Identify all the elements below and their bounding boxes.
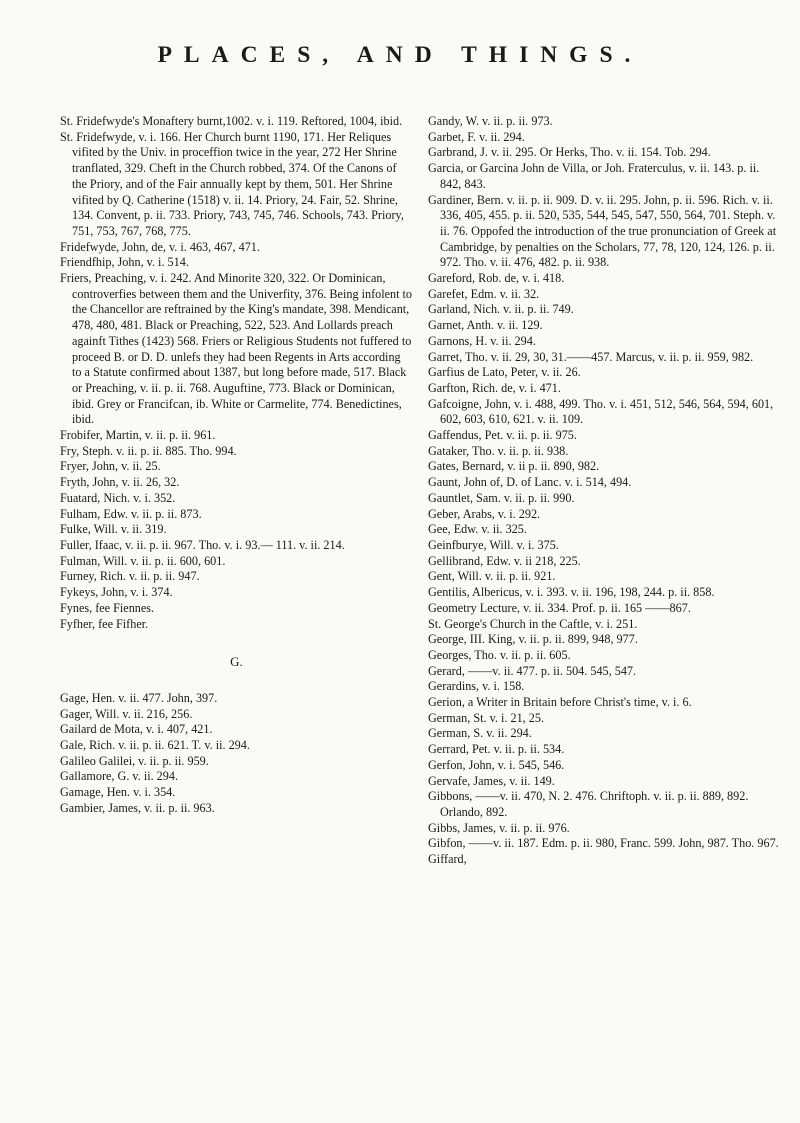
index-entry: St. Fridefwyde, v. i. 166. Her Church burnt 1190, 171. Her Reliques vifited by the Univ. in proceffion twice in the year, 272 Her Shrine tranflated, 329. Cheft in the Church robbed, 374. Of the Canons of the Priory, and of the Fair annually kept by them, 501. Her Shrine vifited by Q. Catherine (1518) v. ii. 14. Priory, 24. Fair, 52. Shrine, 134. Convent, p. ii. 733. Priory, 743, 745, 746. Schools, 743. Priory, 751, 753, 767, 768, 775. <box>60 129 404 238</box>
index-entry: Fynes, fee Fiennes. <box>60 600 155 615</box>
index-entry: Gibbons, ——v. ii. 470, N. 2. 476. Chriftoph. v. ii. p. ii. 889, 892. Orlando, 892. <box>428 789 749 819</box>
index-entry: Gerfon, John, v. i. 545, 546. <box>428 757 565 772</box>
index-entry: Gerrard, Pet. v. ii. p. ii. 534. <box>428 742 565 757</box>
index-entry: Gervafe, James, v. ii. 149. <box>428 773 555 788</box>
left-column <box>60 114 413 817</box>
index-entry: Garret, Tho. v. ii. 29, 30, 31.——457. Marcus, v. ii. p. ii. 959, 982. <box>428 349 754 364</box>
index-entry: Fyfher, fee Fifher. <box>60 616 149 631</box>
index-entry: Gellibrand, Edw. v. ii 218, 225. <box>428 553 581 568</box>
index-entry: Gates, Bernard, v. ii p. ii. 890, 982. <box>428 459 600 474</box>
index-entry: Garefet, Edm. v. ii. 32. <box>428 286 540 301</box>
index-entry: Geometry Lecture, v. ii. 334. Prof. p. ii. 165 ——867. <box>428 600 691 615</box>
g-entries <box>60 691 413 817</box>
index-entry: Frobifer, Martin, v. ii. p. ii. 961. <box>60 428 216 443</box>
index-entry: Gibbs, James, v. ii. p. ii. 976. <box>428 820 570 835</box>
index-entry: Garbrand, J. v. ii. 295. Or Herks, Tho. v. ii. 154. Tob. 294. <box>428 145 711 160</box>
index-entry: Fry, Steph. v. ii. p. ii. 885. Tho. 994. <box>60 443 237 458</box>
index-entry: Fridefwyde, John, de, v. i. 463, 467, 471. <box>60 239 260 254</box>
index-entry: Geber, Arabs, v. i. 292. <box>428 506 541 521</box>
index-entry: Gafcoigne, John, v. i. 488, 499. Tho. v. i. 451, 512, 546, 564, 594, 601, 602, 603, 610, 621. v. ii. 109. <box>428 396 774 427</box>
index-entry: Gager, Will. v. ii. 216, 256. <box>60 706 193 721</box>
index-entry: Gerion, a Writer in Britain before Christ's time, v. i. 6. <box>428 695 692 710</box>
index-entry: Garland, Nich. v. ii. p. ii. 749. <box>428 302 574 317</box>
right-entries <box>428 114 783 868</box>
index-entry: Geinfburye, Will. v. i. 375. <box>428 537 559 552</box>
index-entry: Friendfhip, John, v. i. 514. <box>60 255 189 270</box>
index-entry: Gage, Hen. v. ii. 477. John, 397. <box>60 690 218 705</box>
index-entry: Gentilis, Albericus, v. i. 393. v. ii. 196, 198, 244. p. ii. 858. <box>428 585 715 600</box>
index-entry: Garfius de Lato, Peter, v. ii. 26. <box>428 365 581 380</box>
index-entry: Gailard de Mota, v. i. 407, 421. <box>60 722 213 737</box>
index-entry: Gandy, W. v. ii. p. ii. 973. <box>428 114 553 128</box>
index-entry: German, St. v. i. 21, 25. <box>428 710 544 725</box>
index-entry: Gibfon, ——v. ii. 187. Edm. p. ii. 980, Franc. 599. John, 987. Tho. 967. <box>428 836 779 851</box>
right-column <box>428 114 783 868</box>
index-entry: Gambier, James, v. ii. p. ii. 963. <box>60 800 215 815</box>
index-entry: Garnons, H. v. ii. 294. <box>428 333 536 348</box>
index-entry: George, III. King, v. ii. p. ii. 899, 948, 977. <box>428 632 638 647</box>
index-entry: Gamage, Hen. v. i. 354. <box>60 785 176 800</box>
page-header: PLACES, AND THINGS. <box>157 42 643 68</box>
index-entry: Gale, Rich. v. ii. p. ii. 621. T. v. ii. 294. <box>60 738 250 753</box>
index-entry: Gent, Will. v. ii. p. ii. 921. <box>428 569 556 584</box>
index-entry: Gataker, Tho. v. ii. p. ii. 938. <box>428 443 569 458</box>
index-entry: Fryth, John, v. ii. 26, 32. <box>60 475 180 490</box>
index-entry: St. George's Church in the Caftle, v. i. 251. <box>428 616 638 631</box>
index-entry: Fuller, Ifaac, v. ii. p. ii. 967. Tho. v. i. 93.— 111. v. ii. 214. <box>60 537 345 552</box>
left-entries <box>60 114 413 632</box>
index-entry: Gaunt, John of, D. of Lanc. v. i. 514, 494. <box>428 475 632 490</box>
index-entry: Gerard, ——v. ii. 477. p. ii. 504. 545, 547. <box>428 663 637 678</box>
index-entry: Giffard, <box>428 852 467 867</box>
index-entry: Friers, Preaching, v. i. 242. And Minorite 320, 322. Or Dominican, controverfies between them and the Univerfity, 376. Being infolent to the Chancellor are reftrained by the King's mandate, 398. Mendicant, 478, 480, 481. Black or Preaching, 522, 523. And Lollards preach againft Tithes (1423) 568. Friers or Religious Students not fuffered to proceed B. or D. D. unlefs they had been Regents in Arts according to a Statute confirmed about 1387, but long before made, 517. Black or Preaching, v. ii. p. ii. 768. Auguftine, 773. Black or Dominican, ibid. Grey or Francifcan, ib. White or Carmelite, 774. Benedictines, ibid. <box>60 271 413 427</box>
index-entry: Fulham, Edw. v. ii. p. ii. 873. <box>60 506 202 521</box>
index-entry: Fuatard, Nich. v. i. 352. <box>60 490 176 505</box>
index-entry: Gerardins, v. i. 158. <box>428 679 525 694</box>
index-entry: Gallamore, G. v. ii. 294. <box>60 769 179 784</box>
index-entry: Garcia, or Garcina John de Villa, or Joh. Fraterculus, v. ii. 143. p. ii. 842, 843. <box>428 161 760 191</box>
index-entry: Fykeys, John, v. i. 374. <box>60 585 173 600</box>
index-entry: Gareford, Rob. de, v. i. 418. <box>428 271 565 286</box>
index-entry: Gardiner, Bern. v. ii. p. ii. 909. D. v. ii. 295. John, p. ii. 596. Rich. v. ii. 336, 405, 455. p. ii. 520, 535, 544, 545, 547, 550, 564, 701. Steph. v. ii. 76. Oppofed the introduction of the true pronunciation of Greek at Cambridge, by penalties on the Scholars, 77, 78, 120, 124, 126. p. ii. 972. Tho. v. ii. 476, 482. p. ii. 938. <box>428 192 777 270</box>
index-entry: Gee, Edw. v. ii. 325. <box>428 522 527 537</box>
index-entry: Garfton, Rich. de, v. i. 471. <box>428 380 561 395</box>
index-entry: Garnet, Anth. v. ii. 129. <box>428 318 543 333</box>
index-entry: Fryer, John, v. ii. 25. <box>60 459 161 474</box>
index-entry: Garbet, F. v. ii. 294. <box>428 129 525 144</box>
index-entry: German, S. v. ii. 294. <box>428 726 532 741</box>
index-entry: Gauntlet, Sam. v. ii. p. ii. 990. <box>428 490 575 505</box>
section-letter: G. <box>230 654 243 670</box>
index-entry: Georges, Tho. v. ii. p. ii. 605. <box>428 647 571 662</box>
index-entry: Gaffendus, Pet. v. ii. p. ii. 975. <box>428 428 577 443</box>
index-entry: Fulman, Will. v. ii. p. ii. 600, 601. <box>60 553 226 568</box>
index-entry: St. Fridefwyde's Monaftery burnt,1002. v. i. 119. Reftored, 1004, ibid. <box>60 114 403 128</box>
index-entry: Furney, Rich. v. ii. p. ii. 947. <box>60 569 200 584</box>
index-entry: Fulke, Will. v. ii. 319. <box>60 522 167 537</box>
index-entry: Galileo Galilei, v. ii. p. ii. 959. <box>60 753 209 768</box>
